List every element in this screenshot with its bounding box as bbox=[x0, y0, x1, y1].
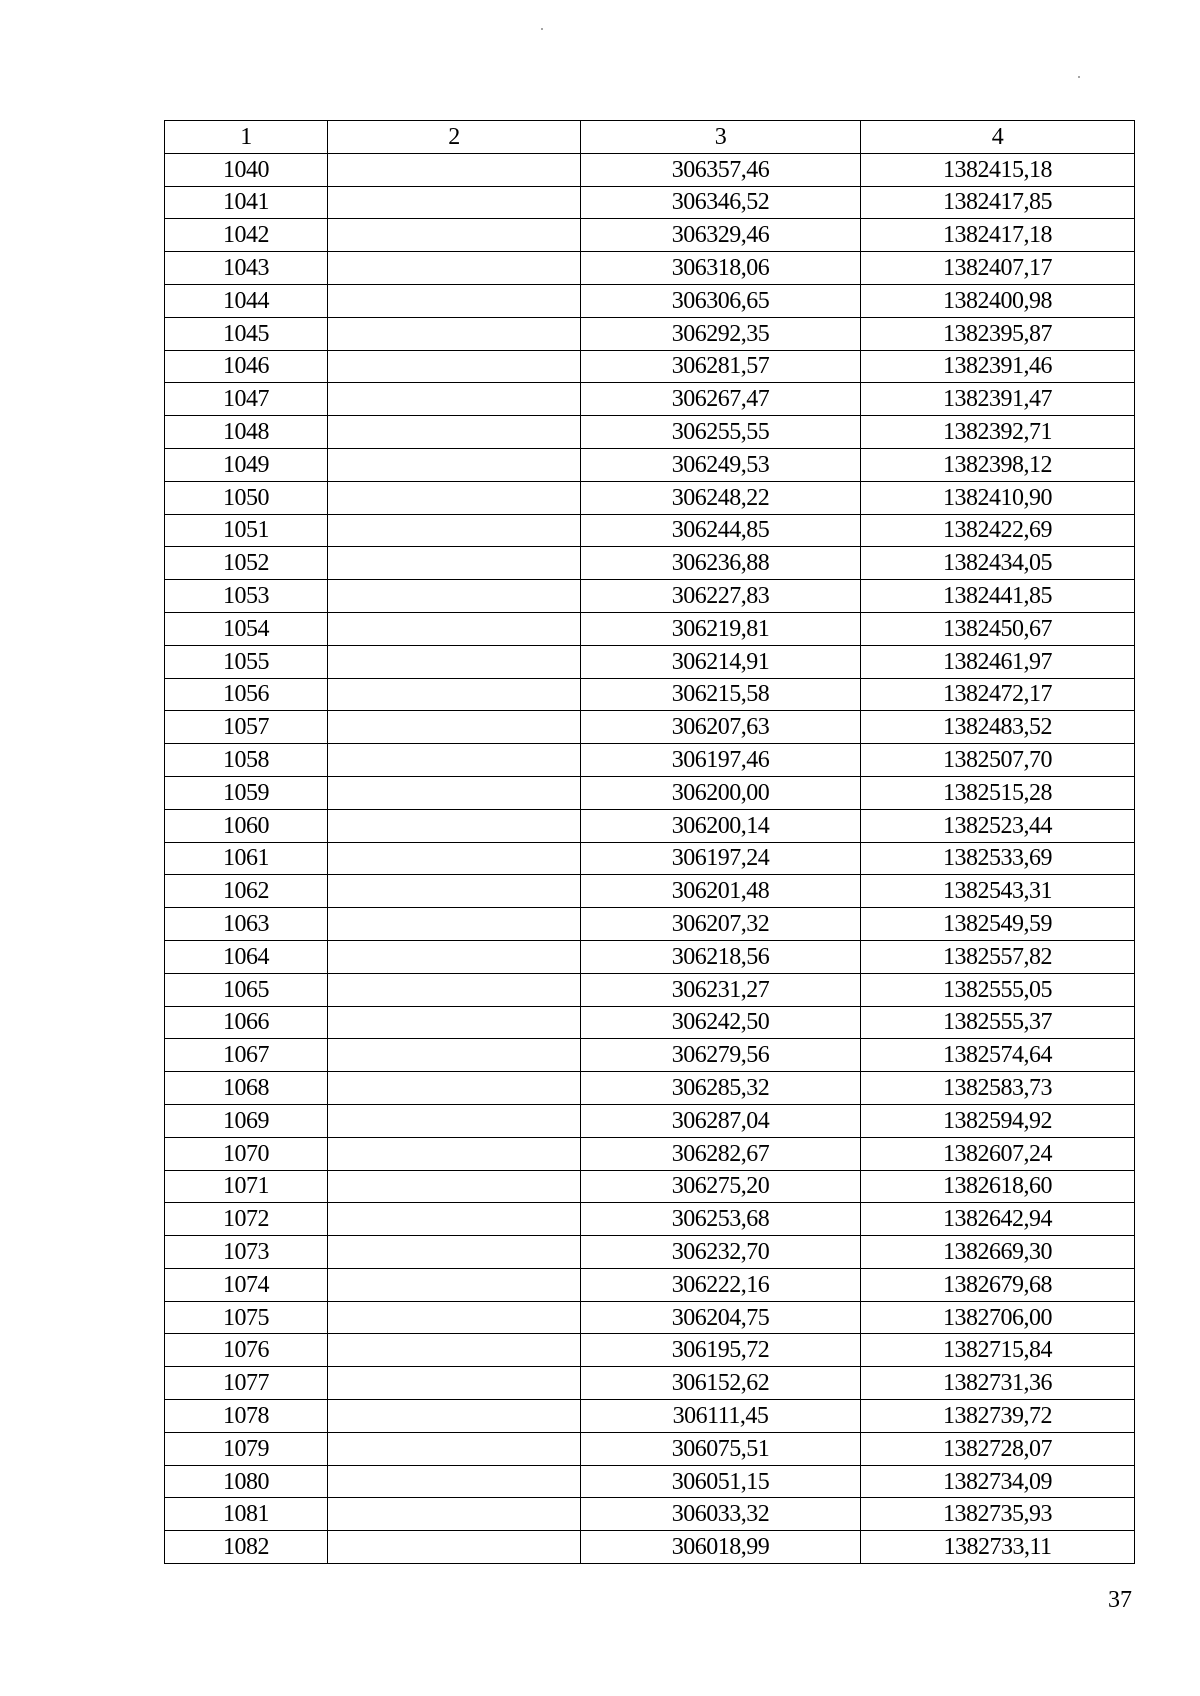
y-coordinate-cell: 1382407,17 bbox=[861, 252, 1135, 285]
x-coordinate-cell: 306111,45 bbox=[581, 1400, 861, 1433]
description-cell bbox=[328, 1301, 581, 1334]
description-cell bbox=[328, 1039, 581, 1072]
table-row bbox=[165, 744, 1135, 777]
y-coordinate-cell: 1382715,84 bbox=[861, 1334, 1135, 1367]
description-cell bbox=[328, 284, 581, 317]
x-coordinate-cell: 306285,32 bbox=[581, 1072, 861, 1105]
table-row bbox=[165, 1039, 1135, 1072]
description-cell bbox=[328, 416, 581, 449]
table-row bbox=[165, 1072, 1135, 1105]
description-cell bbox=[328, 809, 581, 842]
point-number-cell: 1060 bbox=[165, 809, 328, 842]
table-row bbox=[165, 448, 1135, 481]
y-coordinate-cell: 1382583,73 bbox=[861, 1072, 1135, 1105]
table-row bbox=[165, 940, 1135, 973]
point-number-cell: 1080 bbox=[165, 1465, 328, 1498]
table-row bbox=[165, 1170, 1135, 1203]
x-coordinate-cell: 306232,70 bbox=[581, 1236, 861, 1269]
point-number-cell: 1071 bbox=[165, 1170, 328, 1203]
y-coordinate-cell: 1382417,85 bbox=[861, 186, 1135, 219]
table-row bbox=[165, 383, 1135, 416]
description-cell bbox=[328, 153, 581, 186]
y-coordinate-cell: 1382549,59 bbox=[861, 908, 1135, 941]
table-row bbox=[165, 1104, 1135, 1137]
description-cell bbox=[328, 1531, 581, 1564]
point-number-cell: 1053 bbox=[165, 580, 328, 613]
table-row bbox=[165, 973, 1135, 1006]
x-coordinate-cell: 306281,57 bbox=[581, 350, 861, 383]
table-row bbox=[165, 1400, 1135, 1433]
point-number-cell: 1042 bbox=[165, 219, 328, 252]
y-coordinate-cell: 1382391,47 bbox=[861, 383, 1135, 416]
table-row bbox=[165, 809, 1135, 842]
point-number-cell: 1081 bbox=[165, 1498, 328, 1531]
point-number-cell: 1057 bbox=[165, 711, 328, 744]
x-coordinate-cell: 306242,50 bbox=[581, 1006, 861, 1039]
x-coordinate-cell: 306255,55 bbox=[581, 416, 861, 449]
y-coordinate-cell: 1382415,18 bbox=[861, 153, 1135, 186]
description-cell bbox=[328, 1432, 581, 1465]
x-coordinate-cell: 306200,14 bbox=[581, 809, 861, 842]
description-cell bbox=[328, 317, 581, 350]
x-coordinate-cell: 306207,63 bbox=[581, 711, 861, 744]
x-coordinate-cell: 306275,20 bbox=[581, 1170, 861, 1203]
x-coordinate-cell: 306248,22 bbox=[581, 481, 861, 514]
table-row bbox=[165, 1268, 1135, 1301]
table-header-row bbox=[165, 121, 1135, 154]
description-cell bbox=[328, 1006, 581, 1039]
table-row bbox=[165, 416, 1135, 449]
point-number-cell: 1062 bbox=[165, 875, 328, 908]
scan-speck bbox=[1078, 76, 1080, 78]
description-cell bbox=[328, 744, 581, 777]
point-number-cell: 1082 bbox=[165, 1531, 328, 1564]
column-header: 2 bbox=[328, 121, 581, 154]
point-number-cell: 1051 bbox=[165, 514, 328, 547]
table-row bbox=[165, 1236, 1135, 1269]
description-cell bbox=[328, 776, 581, 809]
x-coordinate-cell: 306253,68 bbox=[581, 1203, 861, 1236]
table-row bbox=[165, 1367, 1135, 1400]
table-row bbox=[165, 219, 1135, 252]
description-cell bbox=[328, 1072, 581, 1105]
point-number-cell: 1076 bbox=[165, 1334, 328, 1367]
y-coordinate-cell: 1382483,52 bbox=[861, 711, 1135, 744]
scan-speck bbox=[541, 28, 543, 30]
x-coordinate-cell: 306244,85 bbox=[581, 514, 861, 547]
description-cell bbox=[328, 645, 581, 678]
table-row bbox=[165, 350, 1135, 383]
point-number-cell: 1046 bbox=[165, 350, 328, 383]
table-row bbox=[165, 711, 1135, 744]
x-coordinate-cell: 306051,15 bbox=[581, 1465, 861, 1498]
y-coordinate-cell: 1382422,69 bbox=[861, 514, 1135, 547]
y-coordinate-cell: 1382734,09 bbox=[861, 1465, 1135, 1498]
point-number-cell: 1064 bbox=[165, 940, 328, 973]
description-cell bbox=[328, 219, 581, 252]
point-number-cell: 1040 bbox=[165, 153, 328, 186]
point-number-cell: 1049 bbox=[165, 448, 328, 481]
x-coordinate-cell: 306329,46 bbox=[581, 219, 861, 252]
y-coordinate-cell: 1382555,37 bbox=[861, 1006, 1135, 1039]
y-coordinate-cell: 1382395,87 bbox=[861, 317, 1135, 350]
description-cell bbox=[328, 940, 581, 973]
description-cell bbox=[328, 186, 581, 219]
y-coordinate-cell: 1382706,00 bbox=[861, 1301, 1135, 1334]
table-row bbox=[165, 776, 1135, 809]
y-coordinate-cell: 1382728,07 bbox=[861, 1432, 1135, 1465]
point-number-cell: 1048 bbox=[165, 416, 328, 449]
x-coordinate-cell: 306267,47 bbox=[581, 383, 861, 416]
description-cell bbox=[328, 481, 581, 514]
x-coordinate-cell: 306215,58 bbox=[581, 678, 861, 711]
point-number-cell: 1044 bbox=[165, 284, 328, 317]
point-number-cell: 1045 bbox=[165, 317, 328, 350]
x-coordinate-cell: 306292,35 bbox=[581, 317, 861, 350]
description-cell bbox=[328, 1104, 581, 1137]
point-number-cell: 1079 bbox=[165, 1432, 328, 1465]
page-number: 37 bbox=[1108, 1587, 1132, 1613]
point-number-cell: 1058 bbox=[165, 744, 328, 777]
x-coordinate-cell: 306152,62 bbox=[581, 1367, 861, 1400]
point-number-cell: 1074 bbox=[165, 1268, 328, 1301]
table-row bbox=[165, 875, 1135, 908]
table-row bbox=[165, 514, 1135, 547]
description-cell bbox=[328, 350, 581, 383]
y-coordinate-cell: 1382739,72 bbox=[861, 1400, 1135, 1433]
y-coordinate-cell: 1382574,64 bbox=[861, 1039, 1135, 1072]
y-coordinate-cell: 1382398,12 bbox=[861, 448, 1135, 481]
table-row bbox=[165, 252, 1135, 285]
description-cell bbox=[328, 547, 581, 580]
point-number-cell: 1065 bbox=[165, 973, 328, 1006]
column-header: 4 bbox=[861, 121, 1135, 154]
x-coordinate-cell: 306227,83 bbox=[581, 580, 861, 613]
column-header: 3 bbox=[581, 121, 861, 154]
x-coordinate-cell: 306249,53 bbox=[581, 448, 861, 481]
table-row bbox=[165, 1432, 1135, 1465]
y-coordinate-cell: 1382733,11 bbox=[861, 1531, 1135, 1564]
x-coordinate-cell: 306218,56 bbox=[581, 940, 861, 973]
table-row bbox=[165, 678, 1135, 711]
description-cell bbox=[328, 678, 581, 711]
y-coordinate-cell: 1382731,36 bbox=[861, 1367, 1135, 1400]
x-coordinate-cell: 306214,91 bbox=[581, 645, 861, 678]
y-coordinate-cell: 1382555,05 bbox=[861, 973, 1135, 1006]
description-cell bbox=[328, 875, 581, 908]
x-coordinate-cell: 306200,00 bbox=[581, 776, 861, 809]
x-coordinate-cell: 306033,32 bbox=[581, 1498, 861, 1531]
description-cell bbox=[328, 383, 581, 416]
point-number-cell: 1069 bbox=[165, 1104, 328, 1137]
x-coordinate-cell: 306195,72 bbox=[581, 1334, 861, 1367]
y-coordinate-cell: 1382523,44 bbox=[861, 809, 1135, 842]
y-coordinate-cell: 1382472,17 bbox=[861, 678, 1135, 711]
table-row bbox=[165, 1334, 1135, 1367]
x-coordinate-cell: 306346,52 bbox=[581, 186, 861, 219]
description-cell bbox=[328, 514, 581, 547]
point-number-cell: 1059 bbox=[165, 776, 328, 809]
table-row bbox=[165, 842, 1135, 875]
description-cell bbox=[328, 1203, 581, 1236]
x-coordinate-cell: 306236,88 bbox=[581, 547, 861, 580]
description-cell bbox=[328, 908, 581, 941]
description-cell bbox=[328, 973, 581, 1006]
y-coordinate-cell: 1382507,70 bbox=[861, 744, 1135, 777]
description-cell bbox=[328, 842, 581, 875]
x-coordinate-cell: 306219,81 bbox=[581, 612, 861, 645]
x-coordinate-cell: 306318,06 bbox=[581, 252, 861, 285]
table-row bbox=[165, 645, 1135, 678]
description-cell bbox=[328, 1498, 581, 1531]
y-coordinate-cell: 1382392,71 bbox=[861, 416, 1135, 449]
y-coordinate-cell: 1382642,94 bbox=[861, 1203, 1135, 1236]
point-number-cell: 1070 bbox=[165, 1137, 328, 1170]
table-row bbox=[165, 612, 1135, 645]
x-coordinate-cell: 306222,16 bbox=[581, 1268, 861, 1301]
table-row bbox=[165, 1498, 1135, 1531]
x-coordinate-cell: 306231,27 bbox=[581, 973, 861, 1006]
description-cell bbox=[328, 580, 581, 613]
y-coordinate-cell: 1382434,05 bbox=[861, 547, 1135, 580]
y-coordinate-cell: 1382533,69 bbox=[861, 842, 1135, 875]
table-row bbox=[165, 580, 1135, 613]
description-cell bbox=[328, 612, 581, 645]
y-coordinate-cell: 1382735,93 bbox=[861, 1498, 1135, 1531]
table-row bbox=[165, 186, 1135, 219]
description-cell bbox=[328, 1170, 581, 1203]
x-coordinate-cell: 306282,67 bbox=[581, 1137, 861, 1170]
x-coordinate-cell: 306204,75 bbox=[581, 1301, 861, 1334]
point-number-cell: 1054 bbox=[165, 612, 328, 645]
point-number-cell: 1041 bbox=[165, 186, 328, 219]
x-coordinate-cell: 306306,65 bbox=[581, 284, 861, 317]
point-number-cell: 1047 bbox=[165, 383, 328, 416]
y-coordinate-cell: 1382543,31 bbox=[861, 875, 1135, 908]
point-number-cell: 1052 bbox=[165, 547, 328, 580]
point-number-cell: 1073 bbox=[165, 1236, 328, 1269]
table-row bbox=[165, 1531, 1135, 1564]
table-row bbox=[165, 1006, 1135, 1039]
description-cell bbox=[328, 1400, 581, 1433]
x-coordinate-cell: 306357,46 bbox=[581, 153, 861, 186]
table-row bbox=[165, 547, 1135, 580]
y-coordinate-cell: 1382515,28 bbox=[861, 776, 1135, 809]
coordinates-table bbox=[164, 120, 1135, 1564]
description-cell bbox=[328, 1137, 581, 1170]
y-coordinate-cell: 1382400,98 bbox=[861, 284, 1135, 317]
description-cell bbox=[328, 1236, 581, 1269]
table-row bbox=[165, 153, 1135, 186]
description-cell bbox=[328, 252, 581, 285]
description-cell bbox=[328, 1465, 581, 1498]
table-row bbox=[165, 1301, 1135, 1334]
point-number-cell: 1043 bbox=[165, 252, 328, 285]
y-coordinate-cell: 1382391,46 bbox=[861, 350, 1135, 383]
y-coordinate-cell: 1382618,60 bbox=[861, 1170, 1135, 1203]
y-coordinate-cell: 1382594,92 bbox=[861, 1104, 1135, 1137]
point-number-cell: 1072 bbox=[165, 1203, 328, 1236]
description-cell bbox=[328, 448, 581, 481]
description-cell bbox=[328, 711, 581, 744]
x-coordinate-cell: 306279,56 bbox=[581, 1039, 861, 1072]
x-coordinate-cell: 306201,48 bbox=[581, 875, 861, 908]
x-coordinate-cell: 306075,51 bbox=[581, 1432, 861, 1465]
point-number-cell: 1063 bbox=[165, 908, 328, 941]
y-coordinate-cell: 1382410,90 bbox=[861, 481, 1135, 514]
description-cell bbox=[328, 1334, 581, 1367]
table-row bbox=[165, 317, 1135, 350]
y-coordinate-cell: 1382669,30 bbox=[861, 1236, 1135, 1269]
y-coordinate-cell: 1382607,24 bbox=[861, 1137, 1135, 1170]
point-number-cell: 1055 bbox=[165, 645, 328, 678]
table-body bbox=[165, 153, 1135, 1563]
table-row bbox=[165, 1137, 1135, 1170]
point-number-cell: 1077 bbox=[165, 1367, 328, 1400]
table-row bbox=[165, 481, 1135, 514]
y-coordinate-cell: 1382461,97 bbox=[861, 645, 1135, 678]
x-coordinate-cell: 306018,99 bbox=[581, 1531, 861, 1564]
point-number-cell: 1050 bbox=[165, 481, 328, 514]
x-coordinate-cell: 306287,04 bbox=[581, 1104, 861, 1137]
point-number-cell: 1066 bbox=[165, 1006, 328, 1039]
y-coordinate-cell: 1382679,68 bbox=[861, 1268, 1135, 1301]
y-coordinate-cell: 1382441,85 bbox=[861, 580, 1135, 613]
point-number-cell: 1067 bbox=[165, 1039, 328, 1072]
y-coordinate-cell: 1382417,18 bbox=[861, 219, 1135, 252]
description-cell bbox=[328, 1268, 581, 1301]
point-number-cell: 1075 bbox=[165, 1301, 328, 1334]
x-coordinate-cell: 306207,32 bbox=[581, 908, 861, 941]
description-cell bbox=[328, 1367, 581, 1400]
table-row bbox=[165, 284, 1135, 317]
column-header: 1 bbox=[165, 121, 328, 154]
table-row bbox=[165, 1465, 1135, 1498]
y-coordinate-cell: 1382450,67 bbox=[861, 612, 1135, 645]
point-number-cell: 1068 bbox=[165, 1072, 328, 1105]
x-coordinate-cell: 306197,24 bbox=[581, 842, 861, 875]
point-number-cell: 1056 bbox=[165, 678, 328, 711]
x-coordinate-cell: 306197,46 bbox=[581, 744, 861, 777]
point-number-cell: 1061 bbox=[165, 842, 328, 875]
y-coordinate-cell: 1382557,82 bbox=[861, 940, 1135, 973]
table-row bbox=[165, 908, 1135, 941]
table-row bbox=[165, 1203, 1135, 1236]
point-number-cell: 1078 bbox=[165, 1400, 328, 1433]
